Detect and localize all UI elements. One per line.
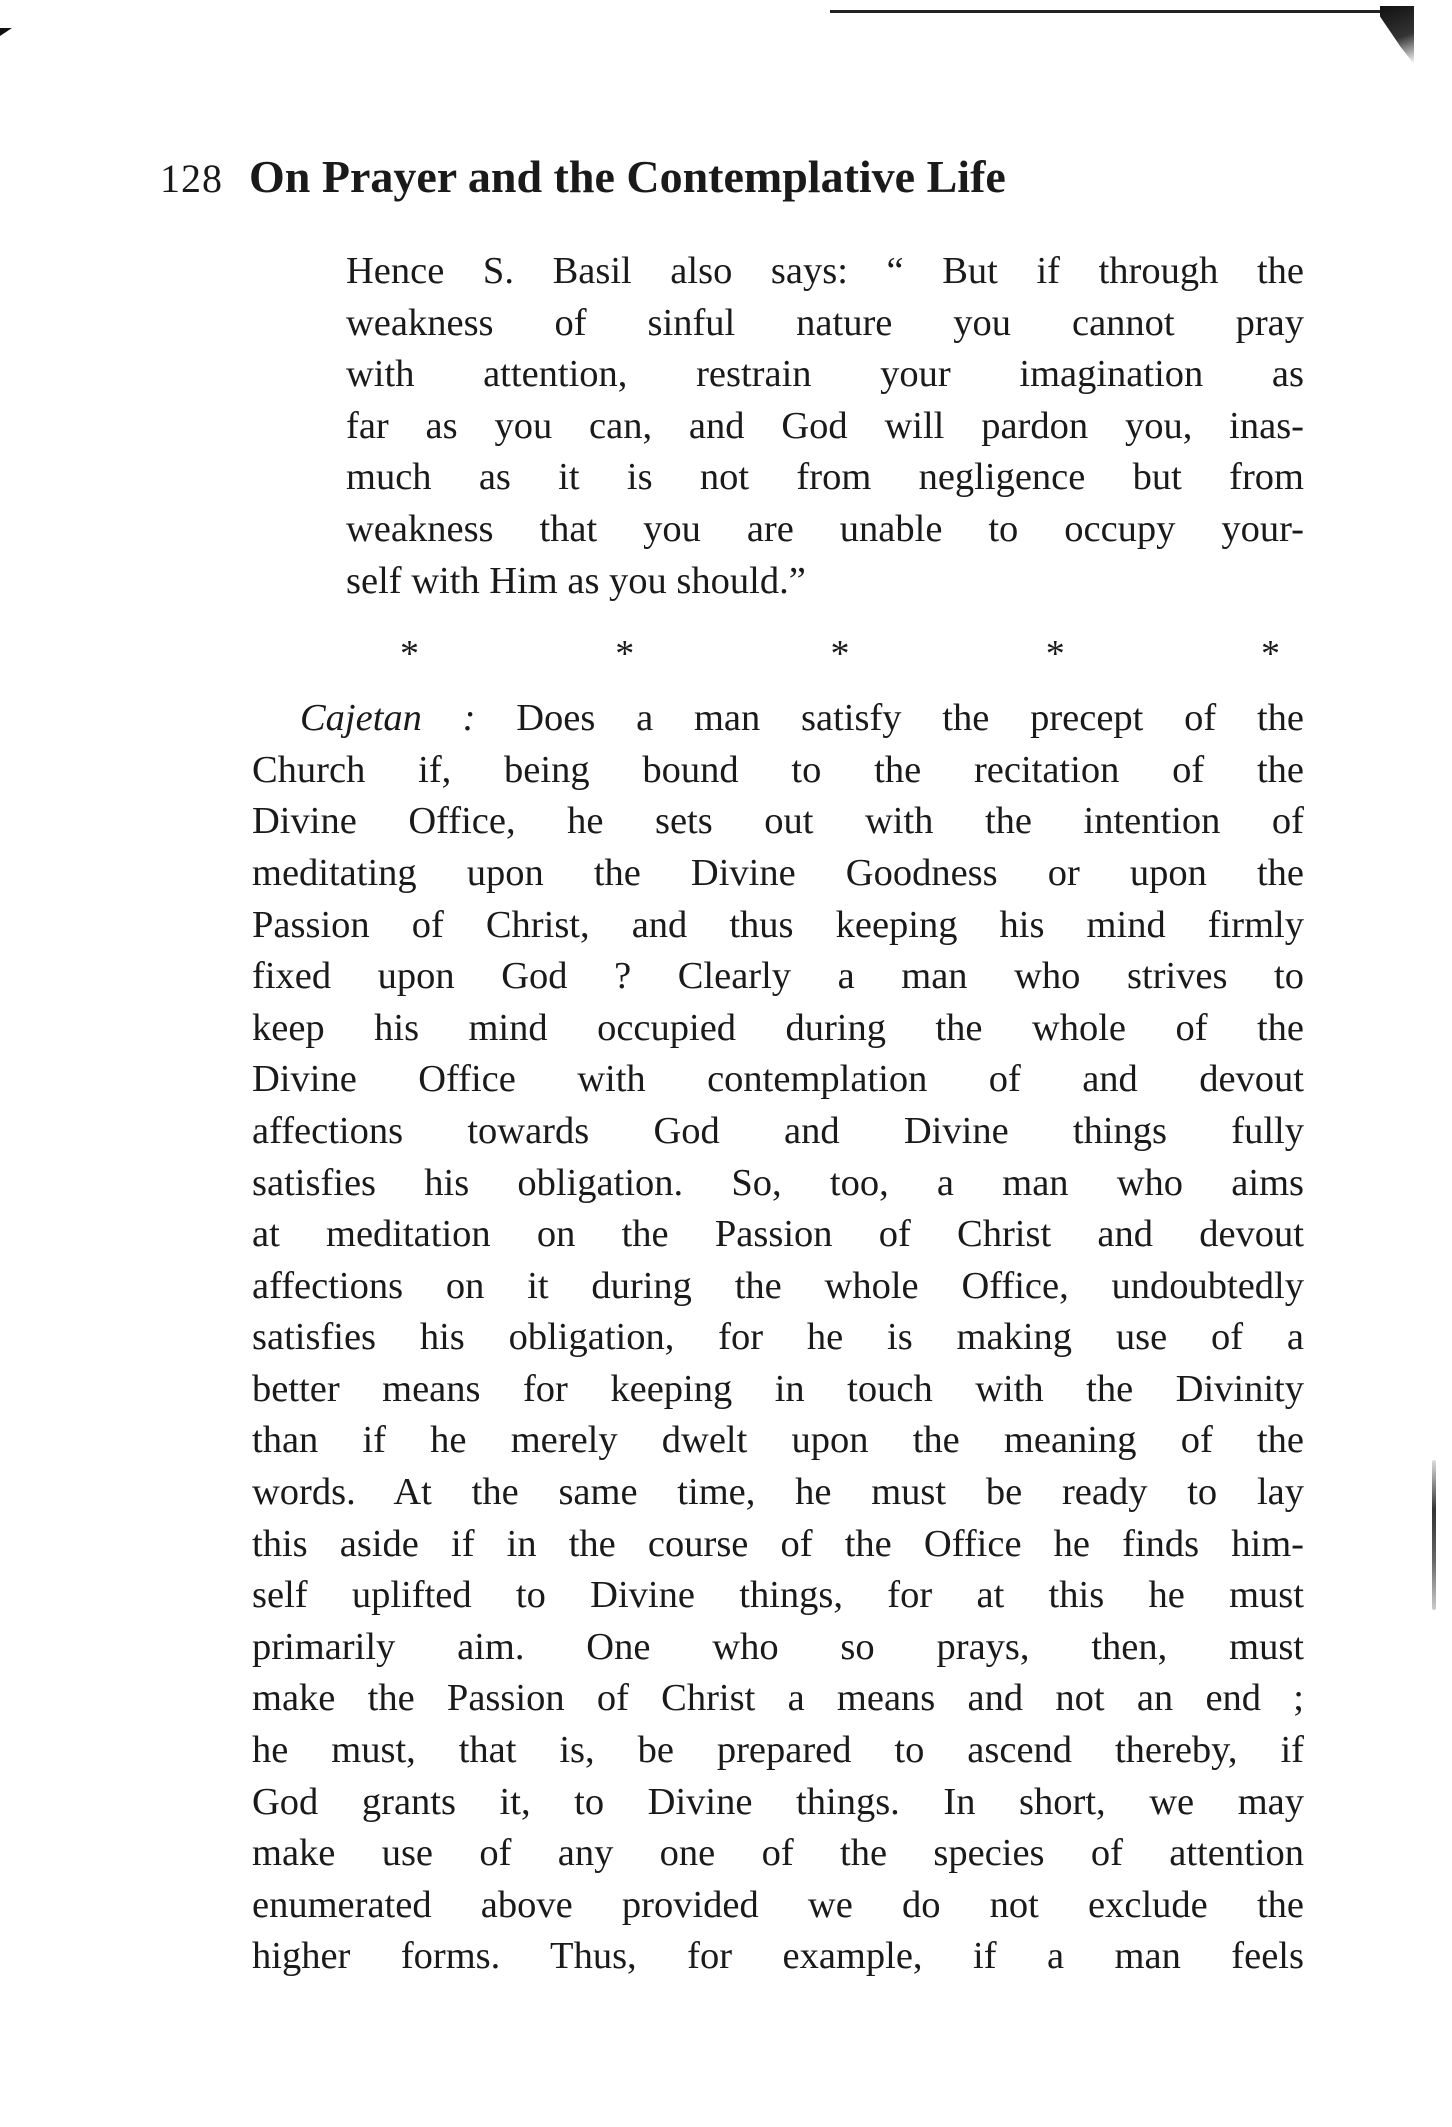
paragraph-line: than if he merely dwelt upon the meaning of the (252, 1419, 1304, 1462)
paragraph-line: higher forms. Thus, for example, if a man feels (252, 1935, 1304, 1978)
quote-line: Hence S. Basil also says: “ But if through the (346, 250, 1304, 292)
quote-line: self with Him as you should.” (346, 559, 806, 602)
asterisk: * (830, 633, 850, 676)
paragraph-line: Divine Office with contemplation of and devout (252, 1058, 1304, 1101)
basil-quote (346, 246, 1304, 607)
paragraph-line: make use of any one of the species of attention (252, 1832, 1304, 1875)
paragraph-line: self uplifted to Divine things, for at this he must (252, 1574, 1304, 1617)
top-edge-rule (830, 10, 1390, 13)
section-separator (160, 629, 1310, 679)
quote-line: far as you can, and God will pardon you, inas- (346, 404, 1304, 447)
page-number: 128 (160, 156, 223, 201)
speaker-name: Cajetan : (300, 697, 476, 740)
paragraph-line: keep his mind occupied during the whole of the (252, 1006, 1304, 1049)
paragraph-line: affections on it during the whole Office, undoubtedly (252, 1264, 1304, 1307)
paragraph-line: satisfies his obligation. So, too, a man who aims (252, 1161, 1304, 1204)
running-head (160, 150, 1310, 220)
asterisk: * (615, 633, 635, 676)
paragraph-line: fixed upon God ? Clearly a man who strives to (252, 955, 1304, 998)
asterisk: * (1045, 633, 1065, 676)
quote-line: much as it is not from negligence but from (346, 456, 1304, 499)
paragraph-line: God grants it, to Divine things. In short, we may (252, 1780, 1304, 1823)
paragraph-line: enumerated above provided we do not exclude the (252, 1883, 1304, 1926)
paragraph-line: satisfies his obligation, for he is making use of a (252, 1316, 1304, 1359)
quote-line: weakness of sinful nature you cannot pray (346, 301, 1304, 344)
paragraph-first-line (252, 693, 1304, 745)
asterisk: * (1261, 633, 1280, 676)
paragraph-line: primarily aim. One who so prays, then, must (252, 1625, 1304, 1668)
book-title: On Prayer and the Contemplative Life (249, 151, 1006, 202)
asterisk: * (400, 633, 419, 676)
margin-mark (1432, 1460, 1436, 1610)
quote-line: weakness that you are unable to occupy your- (346, 507, 1304, 550)
top-edge-shadow (1380, 6, 1414, 64)
paragraph-first-line-text: Does a man satisfy the precept of the (475, 697, 1304, 740)
quote-line: with attention, restrain your imagination as (346, 353, 1304, 396)
paragraph-line: better means for keeping in touch with the Divinity (252, 1367, 1304, 1410)
paragraph-line: this aside if in the course of the Office he finds him- (252, 1522, 1304, 1565)
paragraph-line: Church if, being bound to the recitation of the (252, 748, 1304, 791)
paragraph-line: at meditation on the Passion of Christ and devout (252, 1213, 1304, 1256)
paragraph-line: he must, that is, be prepared to ascend thereby, if (252, 1729, 1304, 1772)
corner-mark (0, 28, 12, 36)
paragraph-line: make the Passion of Christ a means and not an end ; (252, 1677, 1304, 1720)
cajetan-paragraph (252, 693, 1304, 1983)
paragraph-line: Passion of Christ, and thus keeping his mind firmly (252, 903, 1304, 946)
paragraph-line: affections towards God and Divine things fully (252, 1109, 1304, 1152)
paragraph-line: words. At the same time, he must be ready to lay (252, 1471, 1304, 1514)
book-page (160, 150, 1310, 1983)
paragraph-line: Divine Office, he sets out with the intention of (252, 800, 1304, 843)
paragraph-line: meditating upon the Divine Goodness or upon the (252, 851, 1304, 894)
